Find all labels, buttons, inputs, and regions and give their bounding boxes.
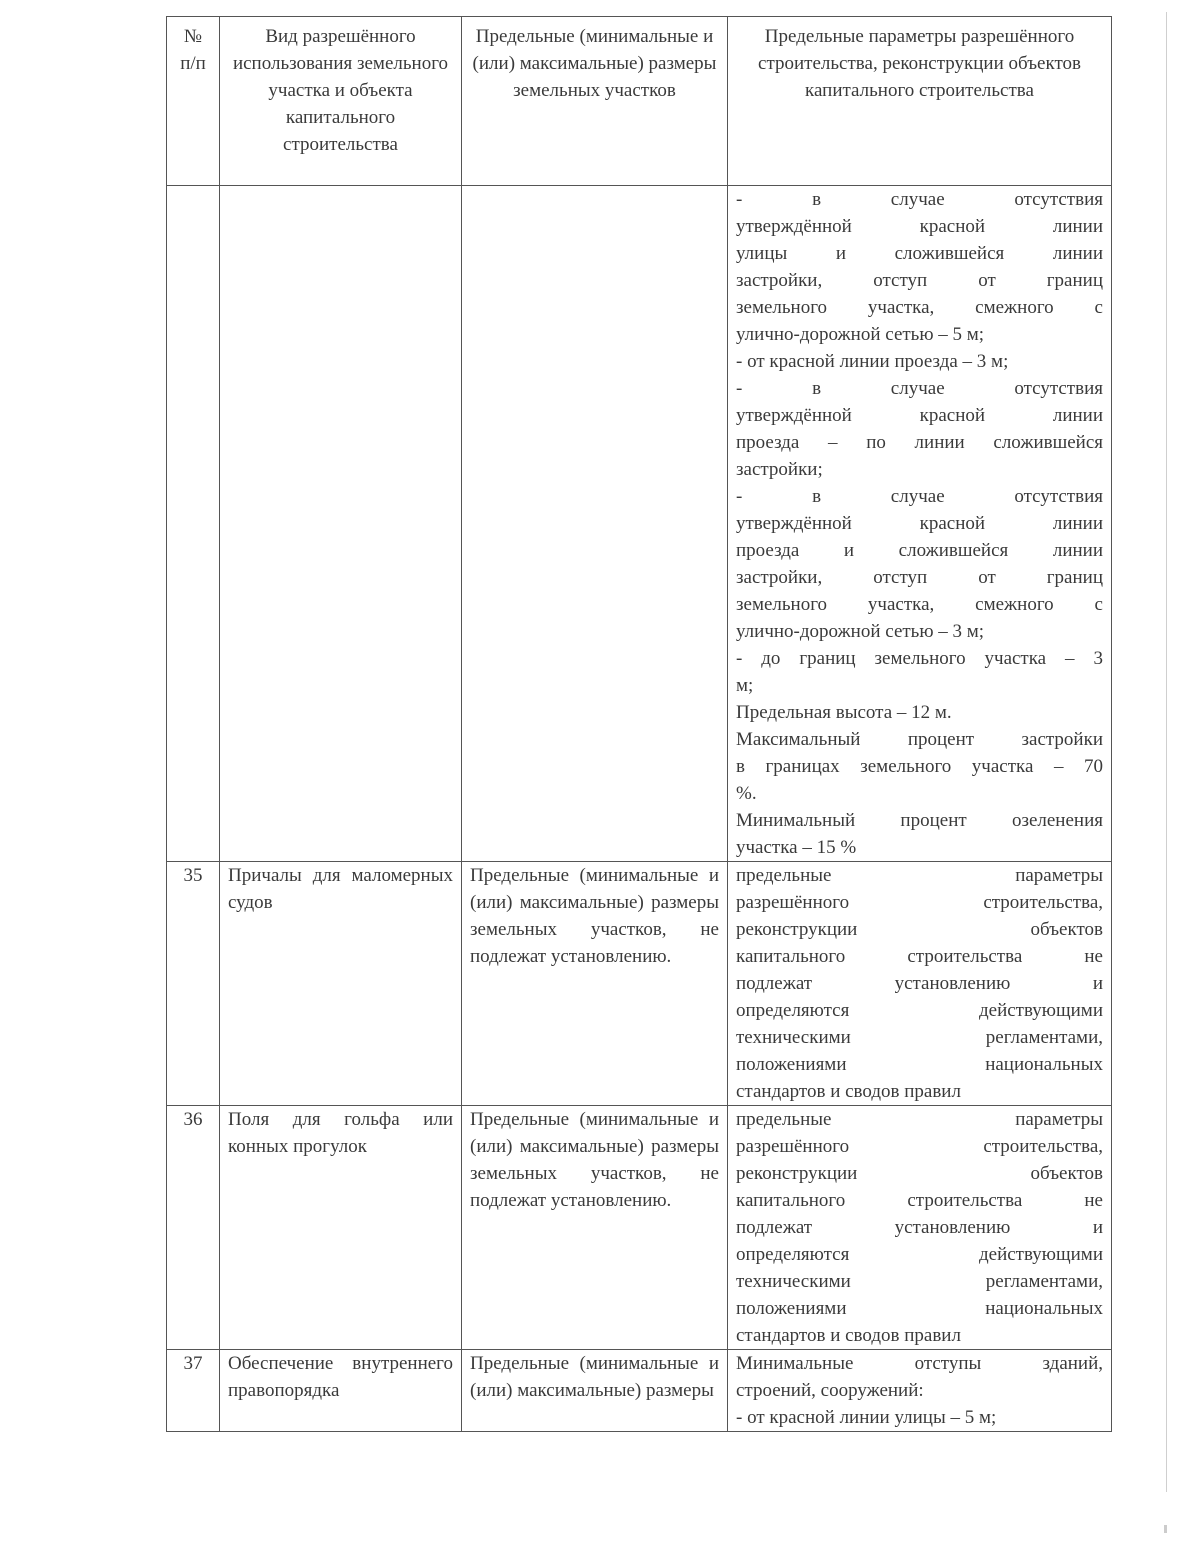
table-row-35 [167,862,1112,1106]
param-line: - в случае отсутствия [736,486,1103,507]
page-right-edge-line [1166,12,1167,1492]
param-line: определяются действующими [736,1244,1103,1265]
param-line: проезда – по линии сложившейся [736,432,1103,453]
param-line: строений, сооружений: [736,1380,924,1401]
param-line: реконструкции объектов [736,1163,1103,1184]
param-line: утверждённой красной линии [736,405,1103,426]
table-header-row [167,17,1112,186]
param-line: застройки, отступ от границ [736,567,1103,588]
param-line: капитального строительства не [736,1190,1103,1211]
row-number: 36 [167,1106,220,1350]
param-line: предельные параметры [736,865,1103,886]
header-plot-sizes: Предельные (минимальные и (или) максимальные) размеры земельных участков [462,17,728,186]
row-number: 37 [167,1350,220,1432]
param-line: разрешённого строительства, [736,1136,1103,1157]
plot-sizes-cell: Предельные (минимальные и (или) максимальные) размеры земельных участков, не подлежат установлению. [462,1106,728,1350]
header-number: № п/п [167,17,220,186]
header-use-type: Вид разрешённого использования земельного участка и объекта капитального строительства [220,17,462,186]
continuation-number-cell [167,186,220,862]
param-line: м; [736,675,754,696]
table-row-36 [167,1106,1112,1350]
param-line: Минимальные отступы зданий, [736,1353,1103,1374]
param-line: стандартов и сводов правил [736,1325,961,1346]
use-type-cell: Причалы для маломерных судов [220,862,462,1106]
plot-sizes-cell: Предельные (минимальные и (или) максимальные) размеры земельных участков, не подлежат установлению. [462,862,728,1106]
continuation-use-cell [220,186,462,862]
param-line: подлежат установлению и [736,973,1103,994]
param-line: положениями национальных [736,1054,1103,1075]
param-line: утверждённой красной линии [736,513,1103,534]
param-line: определяются действующими [736,1000,1103,1021]
param-line: стандартов и сводов правил [736,1081,961,1102]
param-line: земельного участка, смежного с [736,594,1103,615]
construction-params-cell [728,1350,1112,1432]
continuation-sizes-cell [462,186,728,862]
param-line: техническими регламентами, [736,1027,1103,1048]
param-line: утверждённой красной линии [736,216,1103,237]
construction-params-cell [728,862,1112,1106]
use-type-cell: Обеспечение внутреннего правопорядка [220,1350,462,1432]
row-number: 35 [167,862,220,1106]
param-line: застройки, отступ от границ [736,270,1103,291]
param-line: Предельная высота – 12 м. [736,702,952,723]
param-line: - от красной линии улицы – 5 м; [736,1407,997,1428]
param-line: - в случае отсутствия [736,378,1103,399]
param-line: Максимальный процент застройки [736,729,1103,750]
param-line: улично-дорожной сетью – 5 м; [736,324,985,345]
param-line: %. [736,783,757,804]
param-line: Минимальный процент озеленения [736,810,1103,831]
land-use-regulations-table [166,16,1112,1432]
param-line: участка – 15 % [736,837,857,858]
use-type-cell: Поля для гольфа или конных прогулок [220,1106,462,1350]
param-line: - в случае отсутствия [736,189,1103,210]
param-line: положениями национальных [736,1298,1103,1319]
param-line: улично-дорожной сетью – 3 м; [736,621,985,642]
param-line: земельного участка, смежного с [736,297,1103,318]
param-line: разрешённого строительства, [736,892,1103,913]
continuation-row [167,186,1112,862]
construction-params-cell [728,1106,1112,1350]
table-row-37 [167,1350,1112,1432]
param-line: проезда и сложившейся линии [736,540,1103,561]
param-line: подлежат установлению и [736,1217,1103,1238]
param-line: застройки; [736,459,823,480]
param-line: капитального строительства не [736,946,1103,967]
param-line: предельные параметры [736,1109,1103,1130]
plot-sizes-cell: Предельные (минимальные и (или) максимальные) размеры [462,1350,728,1432]
param-line: улицы и сложившейся линии [736,243,1103,264]
param-line: техническими регламентами, [736,1271,1103,1292]
param-line: в границах земельного участка – 70 [736,756,1103,777]
continuation-params-cell [728,186,1112,862]
page-edge-mark [1164,1525,1167,1533]
param-line: - до границ земельного участка – 3 [736,648,1103,669]
param-line: реконструкции объектов [736,919,1103,940]
header-construction-params: Предельные параметры разрешённого строительства, реконструкции объектов капитального строительства [728,17,1112,186]
param-line: - от красной линии проезда – 3 м; [736,351,1009,372]
